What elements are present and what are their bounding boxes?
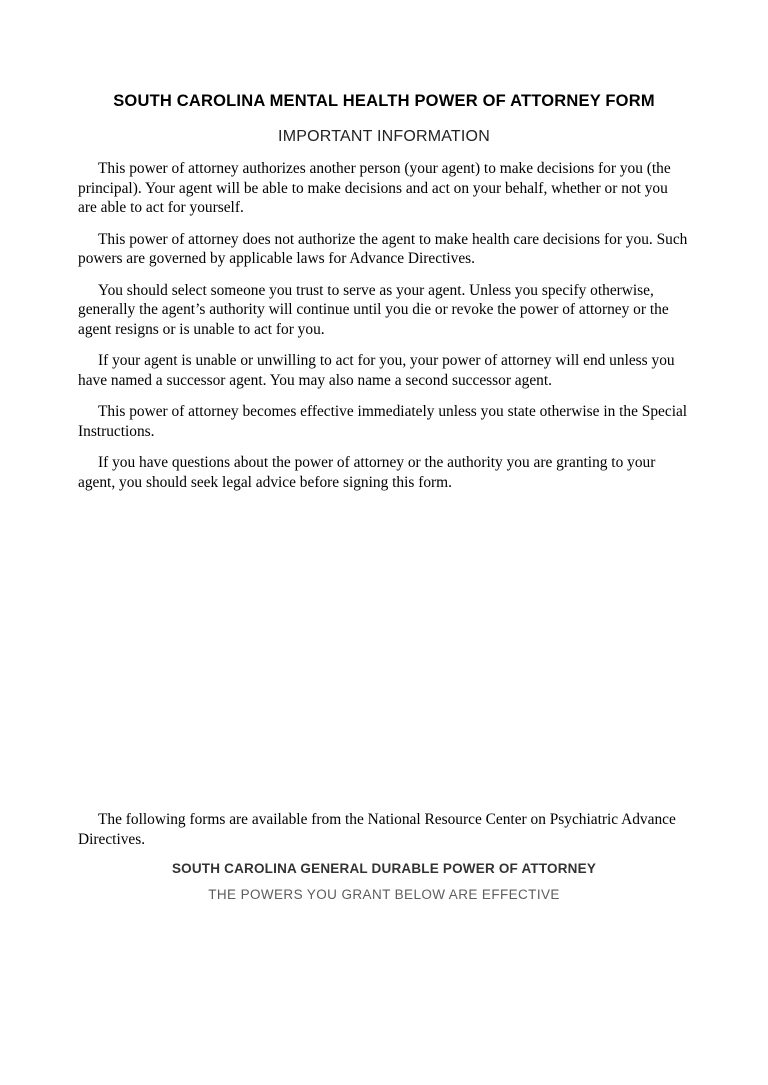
document-title: SOUTH CAROLINA MENTAL HEALTH POWER OF ATTORNEY FORM — [113, 92, 655, 110]
intro-paragraph-5: This power of attorney becomes effective immediately unless you state otherwise in the Special Instructions. — [78, 403, 688, 440]
intro-paragraph-4: If your agent is unable or unwilling to act for you, your power of attorney will end unless you have named a successor agent. You may also name a second successor agent. — [78, 352, 675, 389]
blank-space — [78, 492, 690, 798]
intro-paragraph-2: This power of attorney does not authorize the agent to make health care decisions for you. Such powers are governed by applicable laws for Advance Directives. — [78, 230, 688, 267]
powers-effective-subheading: THE POWERS YOU GRANT BELOW ARE EFFECTIVE — [208, 887, 560, 902]
availability-note: The following forms are available from the National Resource Center on Psychiatric Advance Directives. — [78, 811, 676, 848]
important-information-heading: IMPORTANT INFORMATION — [278, 128, 490, 145]
intro-paragraph-3: You should select someone you trust to serve as your agent. Unless you specify otherwise, generally the agent’s authority will continue until you die or revoke the power of attorney or the agent resigns or is unable to act for you. — [78, 281, 669, 338]
document-page — [0, 91, 768, 1085]
general-durable-poa-heading: SOUTH CAROLINA GENERAL DURABLE POWER OF ATTORNEY — [171, 861, 597, 876]
intro-paragraph-6: If you have questions about the power of attorney or the authority you are granting to your agent, you should seek legal advice before signing this form. — [78, 454, 656, 491]
intro-paragraph-1: This power of attorney authorizes another person (your agent) to make decisions for you (the principal). Your agent will be able to make decisions and act on your behalf, whether or not you are able to act for yourself. — [78, 160, 671, 216]
